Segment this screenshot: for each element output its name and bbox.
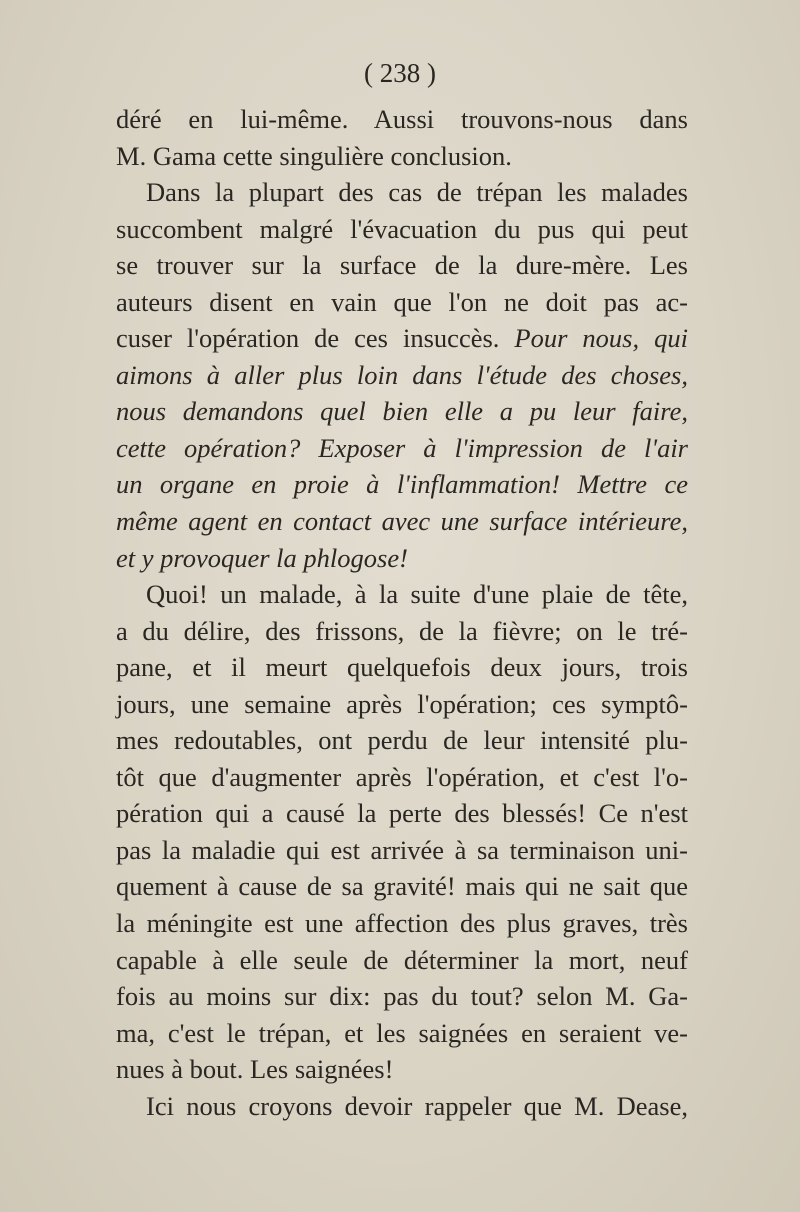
text-line: mes redoutables, ont perdu de leur intensité plu-: [116, 725, 688, 756]
text-line: la méningite est une affection des plus graves, très: [116, 908, 688, 939]
text-line: jours, une semaine après l'opération; ces symptô-: [116, 688, 688, 719]
body-text: [116, 101, 688, 1124]
text-line: même agent en contact avec une surface intérieure,: [116, 506, 688, 537]
text-line: nues à bout. Les saignées!: [116, 1054, 394, 1085]
page-number: ( 238 ): [364, 58, 436, 88]
text-line: auteurs disent en vain que l'on ne doit pas ac-: [116, 286, 688, 317]
text-line: déré en lui-même. Aussi trouvons-nous dans: [116, 104, 688, 134]
text-line: tôt que d'augmenter après l'opération, et c'est l'o-: [116, 761, 688, 792]
text-line: nous demandons quel bien elle a pu leur faire,: [116, 396, 688, 427]
text-line: capable à elle seule de déterminer la mort, neuf: [116, 944, 688, 975]
text-line: se trouver sur la surface de la dure-mère. Les: [116, 250, 688, 281]
text-line: ma, c'est le trépan, et les saignées en seraient ve-: [116, 1017, 688, 1048]
text-line: pas la maladie qui est arrivée à sa terminaison uni-: [116, 834, 688, 865]
text-line: a du délire, des frissons, de la fièvre; on le tré-: [116, 615, 688, 646]
text-line: Quoi! un malade, à la suite d'une plaie de tête,: [146, 579, 688, 610]
text-line: fois au moins sur dix: pas du tout? selon M. Ga-: [116, 981, 688, 1012]
text-line: cette opération? Exposer à l'impression de l'air: [116, 432, 688, 463]
text-line: pane, et il meurt quelquefois deux jours, trois: [116, 652, 688, 683]
text-line: pération qui a causé la perte des blessés! Ce n'est: [116, 798, 688, 829]
text-line: cuser l'opération de ces insuccès. Pour nous, qui: [116, 323, 688, 354]
text-line: M. Gama cette singulière conclusion.: [116, 140, 512, 171]
text-line: et y provoquer la phlogose!: [116, 542, 408, 573]
text-line: quement à cause de sa gravité! mais qui ne sait que: [116, 871, 688, 902]
text-line: Ici nous croyons devoir rappeler que M. Dease,: [146, 1090, 688, 1121]
text-line: un organe en proie à l'inflammation! Mettre ce: [116, 469, 688, 500]
text-line: succombent malgré l'évacuation du pus qui peut: [116, 213, 688, 244]
text-line: aimons à aller plus loin dans l'étude des choses,: [116, 359, 688, 390]
text-line: Dans la plupart des cas de trépan les malades: [146, 177, 688, 208]
